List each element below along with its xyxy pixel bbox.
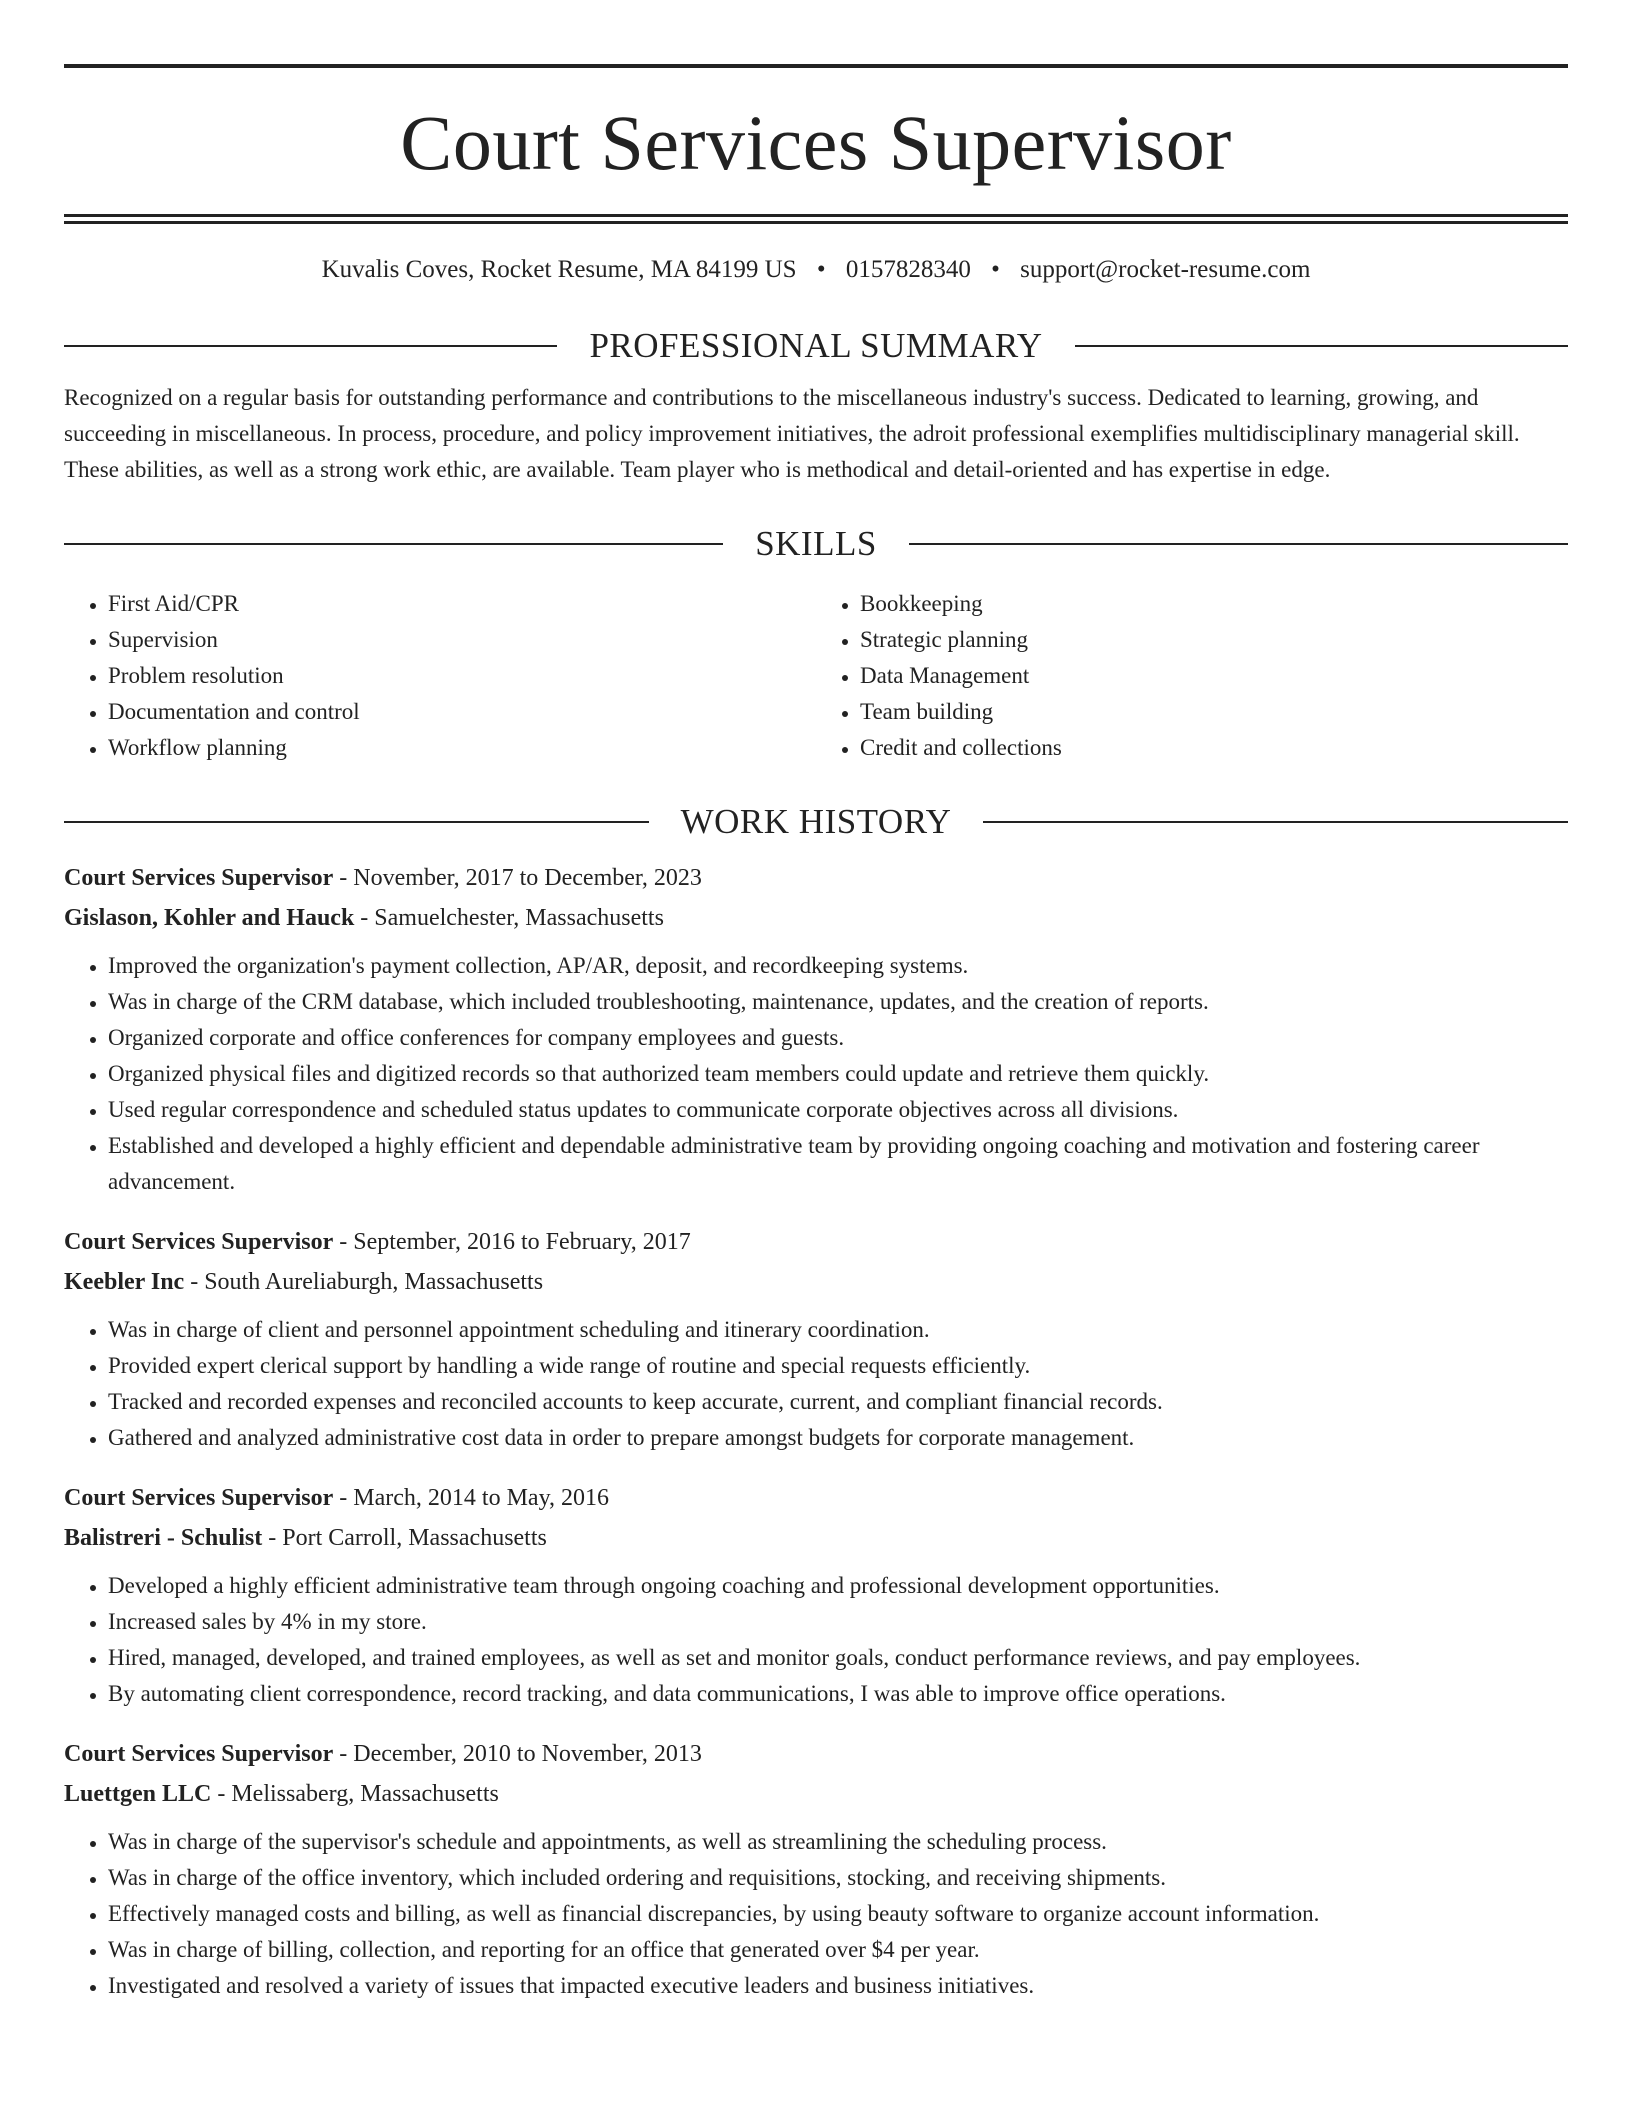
skill-item: • Bookkeeping (860, 586, 1568, 622)
job-company-line (64, 898, 1568, 938)
skills-list (64, 586, 1568, 766)
job-company-line (64, 1774, 1568, 1814)
skill-item: • Data Management (860, 658, 1568, 694)
job-location: - Port Carroll, Massachusetts (262, 1525, 547, 1551)
work-heading-title: WORK HISTORY (680, 802, 952, 841)
contact-address: Kuvalis Coves, Rocket Resume, MA 84199 US (321, 256, 797, 283)
job-entry (64, 858, 1568, 1200)
skill-item: • Strategic planning (860, 622, 1568, 658)
job-bullet: • Effectively managed costs and billing, as well as financial discrepancies, by using beauty software to organize account information. (108, 1896, 1568, 1932)
job-bullet: • Was in charge of client and personnel appointment scheduling and itinerary coordination. (108, 1312, 1568, 1348)
job-title-line (64, 1734, 1568, 1774)
contact-email: support@rocket-resume.com (1020, 256, 1311, 283)
job-bullet: • Was in charge of the office inventory, which included ordering and requisitions, stocking, and receiving shipments. (108, 1860, 1568, 1896)
contact-phone: 0157828340 (845, 256, 971, 283)
job-bullets (64, 1568, 1568, 1712)
skills-column-right (816, 586, 1568, 766)
double-rule (64, 214, 1568, 224)
job-entry (64, 1222, 1568, 1456)
job-dates: - December, 2010 to November, 2013 (333, 1741, 702, 1767)
job-dates: - November, 2017 to December, 2023 (333, 865, 702, 891)
job-bullet: • Investigated and resolved a variety of issues that impacted executive leaders and business initiatives. (108, 1968, 1568, 2004)
skill-item: • Credit and collections (860, 730, 1568, 766)
job-bullet: • Gathered and analyzed administrative cost data in order to prepare amongst budgets for corporate management. (108, 1420, 1568, 1456)
job-bullet: • Established and developed a highly efficient and dependable administrative team by providing ongoing coaching and motivation and fostering career advancement. (108, 1128, 1568, 1200)
job-bullet: • Was in charge of the CRM database, which included troubleshooting, maintenance, updates, and the creation of reports. (108, 984, 1568, 1020)
job-title: Court Services Supervisor (64, 1485, 334, 1511)
summary-text: Recognized on a regular basis for outstanding performance and contributions to the miscellaneous industry's success. Dedicated to learning, growing, and succeeding in miscellaneous. In process, procedure, and policy improvement initiatives, the adroit professional exemplifies multidisciplinary managerial skill. These abilities, as well as a strong work ethic, are available. Team player who is methodical and detail-oriented and has expertise in edge. (64, 385, 1520, 482)
contact-separator: • (816, 256, 826, 283)
job-company-line (64, 1518, 1568, 1558)
skills-heading-title: SKILLS (755, 524, 877, 563)
job-title-line (64, 1222, 1568, 1262)
job-bullet: • By automating client correspondence, record tracking, and data communications, I was able to improve office operations. (108, 1676, 1568, 1712)
job-bullet: • Was in charge of the supervisor's schedule and appointments, as well as streamlining the scheduling process. (108, 1824, 1568, 1860)
summary-heading-title: PROFESSIONAL SUMMARY (589, 326, 1043, 365)
job-company: Balistreri - Schulist (64, 1525, 263, 1551)
skill-item: • Problem resolution (108, 658, 816, 694)
job-title: Court Services Supervisor (64, 1229, 334, 1255)
job-bullets (64, 948, 1568, 1200)
job-title: Court Services Supervisor (64, 865, 334, 891)
job-company: Keebler Inc (64, 1269, 185, 1295)
job-location: - Melissaberg, Massachusetts (211, 1781, 499, 1807)
summary-heading (64, 324, 1568, 368)
job-bullet: • Tracked and recorded expenses and reconciled accounts to keep accurate, current, and compliant financial records. (108, 1384, 1568, 1420)
skill-item: • First Aid/CPR (108, 586, 816, 622)
job-bullet: • Increased sales by 4% in my store. (108, 1604, 1568, 1640)
job-company: Gislason, Kohler and Hauck (64, 905, 355, 931)
job-dates: - March, 2014 to May, 2016 (333, 1485, 610, 1511)
job-title-line (64, 1478, 1568, 1518)
skill-item: • Documentation and control (108, 694, 816, 730)
contact-line (64, 254, 1568, 290)
skills-heading (64, 522, 1568, 566)
skill-item: • Team building (860, 694, 1568, 730)
job-bullet: • Improved the organization's payment collection, AP/AR, deposit, and recordkeeping systems. (108, 948, 1568, 984)
job-bullet: • Organized physical files and digitized records so that authorized team members could update and retrieve them quickly. (108, 1056, 1568, 1092)
job-entry (64, 1734, 1568, 2004)
job-location: - Samuelchester, Massachusetts (354, 905, 664, 931)
job-title: Court Services Supervisor (64, 1741, 334, 1767)
job-bullets (64, 1312, 1568, 1456)
job-company-line (64, 1262, 1568, 1302)
heading-rule-right (983, 821, 1568, 823)
job-location: - South Aureliaburgh, Massachusetts (184, 1269, 544, 1295)
heading-rule-left (64, 821, 649, 823)
heading-rule-left (64, 345, 557, 347)
heading-rule-left (64, 543, 723, 545)
resume-name: Court Services Supervisor (400, 99, 1232, 186)
heading-rule-right (909, 543, 1568, 545)
heading-rule-right (1075, 345, 1568, 347)
job-bullet: • Was in charge of billing, collection, and reporting for an office that generated over $4 per year. (108, 1932, 1568, 1968)
job-company: Luettgen LLC (64, 1781, 212, 1807)
job-bullet: • Used regular correspondence and scheduled status updates to communicate corporate objectives across all divisions. (108, 1092, 1568, 1128)
job-dates: - September, 2016 to February, 2017 (333, 1229, 691, 1255)
skill-item: • Workflow planning (108, 730, 816, 766)
job-title-line (64, 858, 1568, 898)
job-bullets (64, 1824, 1568, 2004)
job-bullet: • Developed a highly efficient administrative team through ongoing coaching and professional development opportunities. (108, 1568, 1568, 1604)
work-heading (64, 800, 1568, 844)
job-bullet: • Provided expert clerical support by handling a wide range of routine and special requests efficiently. (108, 1348, 1568, 1384)
job-bullet: • Hired, managed, developed, and trained employees, as well as set and monitor goals, conduct performance reviews, and pay employees. (108, 1640, 1568, 1676)
job-entry (64, 1478, 1568, 1712)
job-bullet: • Organized corporate and office conferences for company employees and guests. (108, 1020, 1568, 1056)
contact-separator: • (991, 256, 1000, 283)
skill-item: • Supervision (108, 622, 816, 658)
resume-page (64, 64, 1568, 2004)
skills-column-left (64, 586, 816, 766)
